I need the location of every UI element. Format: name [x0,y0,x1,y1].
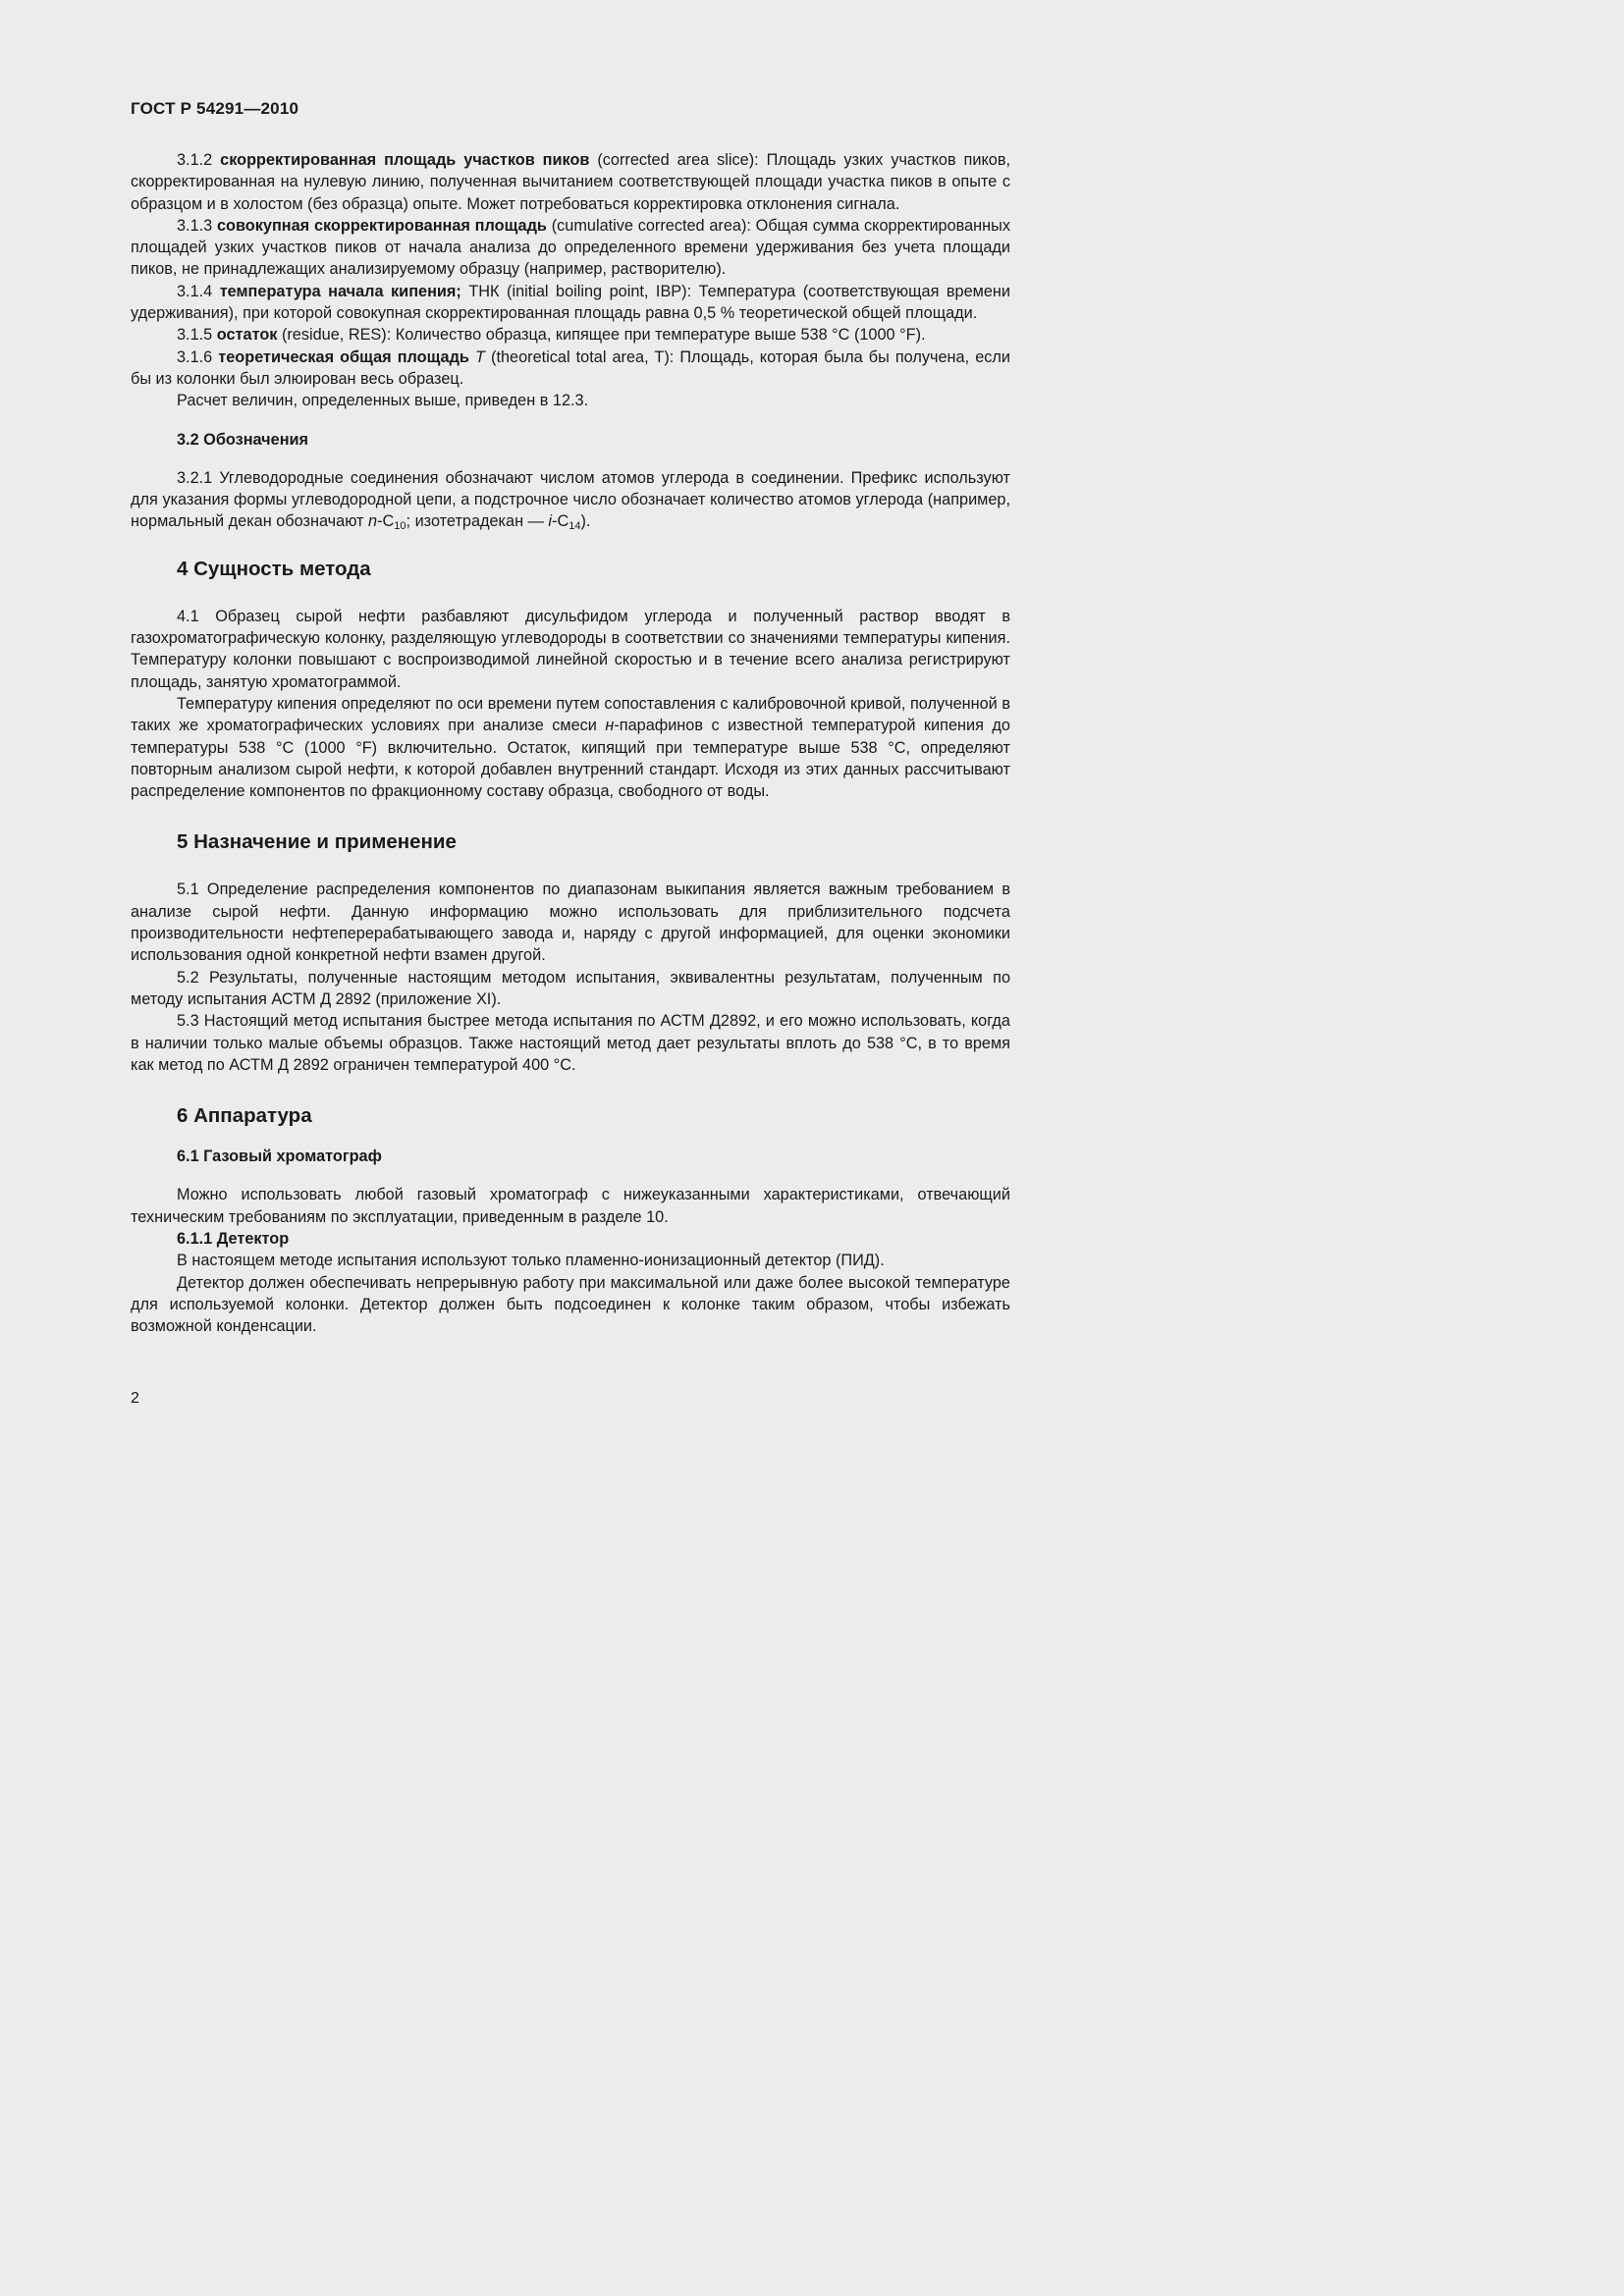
clause-number: 3.1.3 [177,216,217,235]
definition: (cumulative corrected area): Общая сумма скорректированных площадей узких участков пиков от начала анализа до определенного времени удерживания без учета площади пиков, не принадлежащих анализируемому образцу (например, растворителю). [131,216,1010,279]
paragraph-3-2-1: 3.2.1 Углеводородные соединения обозначают числом атомов углерода в соединении. Префикс используют для указания формы углеводородной цепи, а подстрочное число обозначает количество атомов углерода (например, нормальный декан обозначают $n-C_{10}$; изотетрадекан — $i-C_{14}$). [131,468,1010,533]
standard-code-header: ГОСТ Р 54291—2010 [131,99,299,118]
paragraph-3-1-5 [131,324,1010,346]
clause-number: 3.1.6 [177,347,219,366]
definition: (residue, RES): Количество образца, кипящее при температуре выше 538 °С (1000 °F). [277,326,926,345]
clause-number: 3.1.2 [177,151,221,169]
section-6-title: 6 Аппаратура [177,1104,312,1128]
document-page [0,0,1089,1539]
term: совокупная скорректированная площадь [217,216,547,235]
page-body [131,149,1010,1337]
clause-number: 3.1.5 [177,326,217,345]
paragraph-3-1-4 [131,281,1010,325]
section-4-title: 4 Сущность метода [177,557,371,580]
definition: ТНК (initial boiling point, IBP): Температура (соответствующая времени удерживания), при которой совокупная скорректированная площадь равна 0,5 % теоретической общей площади. [131,282,1010,323]
paragraph-6-1: Можно использовать любой газовый хроматограф с нижеуказанными характеристиками, отвечающий техническим требованиям по эксплуатации, приведенным в разделе 10. [131,1186,1010,1226]
definition: (corrected area slice): Площадь узких участков пиков, скорректированная на нулевую линию, полученная вычитанием соответствующей площади участка пиков в опыте с образцом и в холостом (без образца) опыте. Может потребоваться корректировка отклонения сигнала. [131,151,1010,213]
term: температура начала кипения; [219,282,461,300]
symbol: T [475,347,485,366]
paragraph-3-1-6 [131,347,1010,391]
paragraph-5-1: 5.1 Определение распределения компонентов по диапазонам выкипания является важным требованием в анализе сырой нефти. Данную информацию можно использовать для приблизительного подсчета производительности нефтеперерабатывающего завода и, наряду с другой информацией, для оценки экономики использования одной конкретной нефти взамен другой. [131,881,1010,965]
definition: (theoretical total area, T): Площадь, которая была бы получена, если бы из колонки был элюирован весь образец. [131,347,1010,388]
paragraph-5-2: 5.2 Результаты, полученные настоящим методом испытания, эквивалентны результатам, полученным по методу испытания АСТМ Д 2892 (приложение XI). [131,968,1010,1008]
clause-number: 3.1.4 [177,282,220,300]
paragraph-3-1-3 [131,215,1010,281]
page-number: 2 [131,1390,139,1407]
term: скорректированная площадь участков пиков [220,151,590,169]
section-6-1-1-title: 6.1.1 Детектор [177,1229,290,1248]
section-3-2-title: 3.2 Обозначения [177,430,309,449]
paragraph-5-3: 5.3 Настоящий метод испытания быстрее метода испытания по АСТМ Д2892, и его можно использовать, когда в наличии только малые объемы образцов. Также настоящий метод дает результаты вплоть до 538 °С, в то время как метод по АСТМ Д 2892 ограничен температурой 400 °С. [131,1012,1010,1074]
term: остаток [216,326,278,345]
calculation-note: Расчет величин, определенных выше, приведен в 12.3. [177,392,589,410]
section-5-title: 5 Назначение и применение [177,830,457,854]
paragraph-6-1-1-a: В настоящем методе испытания используют только пламенно-ионизационный детектор (ПИД). [177,1252,885,1270]
paragraph-6-1-1-b: Детектор должен обеспечивать непрерывную работу при максимальной или даже более высокой температуре для используемой колонки. Детектор должен быть подсоединен к колонке таким образом, чтобы избежать возможной конденсации. [131,1273,1010,1336]
paragraph-4-1: 4.1 Образец сырой нефти разбавляют дисульфидом углерода и полученный раствор вводят в газохроматографическую колонку, разделяющую углеводороды в соответствии со значениями температуры кипения. Температуру колонки повышают с воспроизводимой линейной скоростью и в течение всего анализа регистрируют площадь, занятую хроматограммой. [131,607,1010,691]
paragraph-3-1-2 [131,149,1010,215]
term: теоретическая общая площадь [218,347,469,366]
section-6-1-title: 6.1 Газовый хроматограф [177,1148,382,1166]
paragraph-4-2: Температуру кипения определяют по оси времени путем сопоставления с калибровочной кривой, полученной в таких же хроматографических условиях при анализе смеси н-парафинов с известной температурой кипения до температуры 538 °С (1000 °F) включительно. Остаток, кипящий при температуре выше 538 °С, определяют повторным анализом сырой нефти, к которой добавлен внутренний стандарт. Исходя из этих данных рассчитывают распределение компонентов по фракционному составу образца, свободного от воды. [131,694,1010,801]
